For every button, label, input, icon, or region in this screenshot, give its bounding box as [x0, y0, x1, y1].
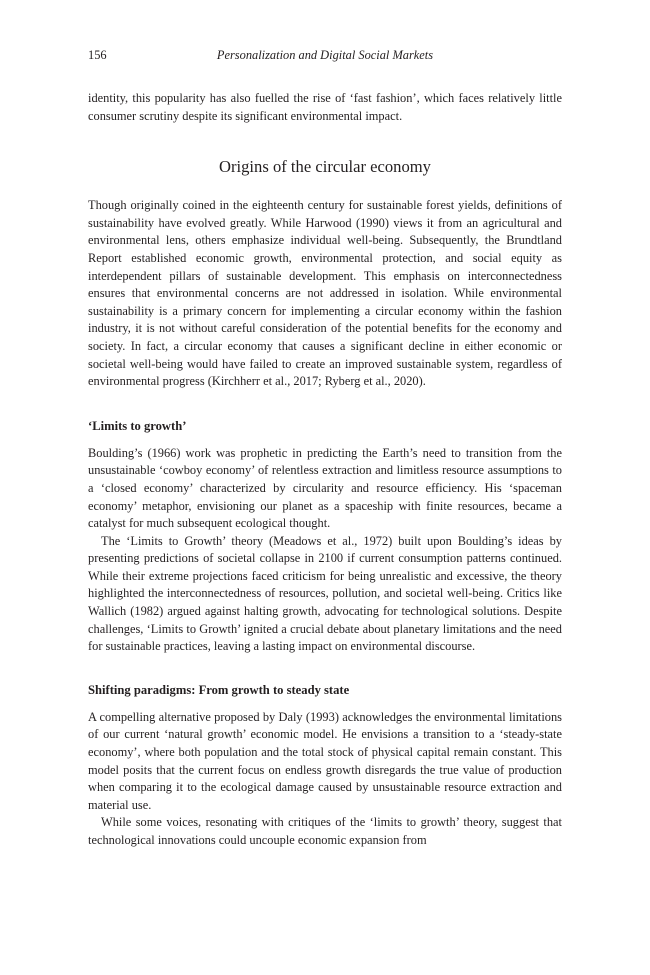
section-title: Origins of the circular economy: [219, 157, 431, 177]
paradigms-paragraph-2: While some voices, resonating with critiques of the ‘limits to growth’ theory, suggest that technological innovations could uncouple economic expansion from: [88, 815, 562, 847]
page-body: [88, 90, 562, 850]
page-number: 156: [88, 48, 107, 62]
book-title: Personalization and Digital Social Markets: [216, 48, 434, 62]
running-head: [88, 46, 562, 64]
limits-paragraph-1: Boulding’s (1966) work was prophetic in predicting the Earth’s need to transition from the unsustainable ‘cowboy economy’ of relentless extraction and limitless resource assumptions to a ‘closed economy’ characterized by circularity and resource efficiency. His ‘spaceman economy’ metaphor, envisioning our planet as a spaceship with finite resources, became a catalyst for much subsequent ecological thought.: [88, 445, 562, 531]
subsection-heading-limits: ‘Limits to growth’: [88, 418, 187, 433]
intro-paragraph: identity, this popularity has also fuelled the rise of ‘fast fashion’, which faces relatively little consumer scrutiny despite its significant environmental impact.: [88, 91, 562, 123]
subsection-heading-paradigms: Shifting paradigms: From growth to steady state: [88, 682, 350, 697]
paradigms-paragraph-1: A compelling alternative proposed by Daly (1993) acknowledges the environmental limitations of our current ‘natural growth’ economic model. He envisions a transition to a ‘steady-state economy’, where both population and the total stock of physical capital remain constant. This model posits that the current focus on endless growth disregards the true value of production when comparing it to the ecological damage caused by unsustainable resource extraction and material use.: [88, 709, 562, 812]
section-paragraph: Though originally coined in the eighteenth century for sustainable forest yields, definitions of sustainability have evolved greatly. While Harwood (1990) views it from an agricultural and environmental lens, others emphasize individual well-being. Subsequently, the Brundtland Report established economic growth, environmental protection, and social equity as interdependent pillars of sustainable development. This emphasis on interconnectedness ensures that environmental concerns are not addressed in isolation. While environmental sustainability is a primary concern for implementing a circular economy within the fashion industry, it is not without careful consideration of the potential benefits for the economy and society. In fact, a circular economy that causes a significant decline in either economic or societal well-being would have failed to create an improved sustainable system, regardless of environmental progress (Kirchherr et al., 2017; Ryberg et al., 2020).: [88, 198, 562, 389]
limits-paragraph-2: The ‘Limits to Growth’ theory (Meadows et al., 1972) built upon Boulding’s ideas by presenting predictions of societal collapse in 2100 if current consumption patterns continued. While their extreme projections faced criticism for being unrealistic and excessive, the theory highlighted the interconnectedness of resources, pollution, and societal well-being. Critics like Wallich (1982) argued against halting growth, advocating for technological solutions. Despite challenges, ‘Limits to Growth’ ignited a crucial debate about planetary limitations and the need for sustainable practices, leaving a lasting impact on environmental discourse.: [88, 533, 562, 654]
